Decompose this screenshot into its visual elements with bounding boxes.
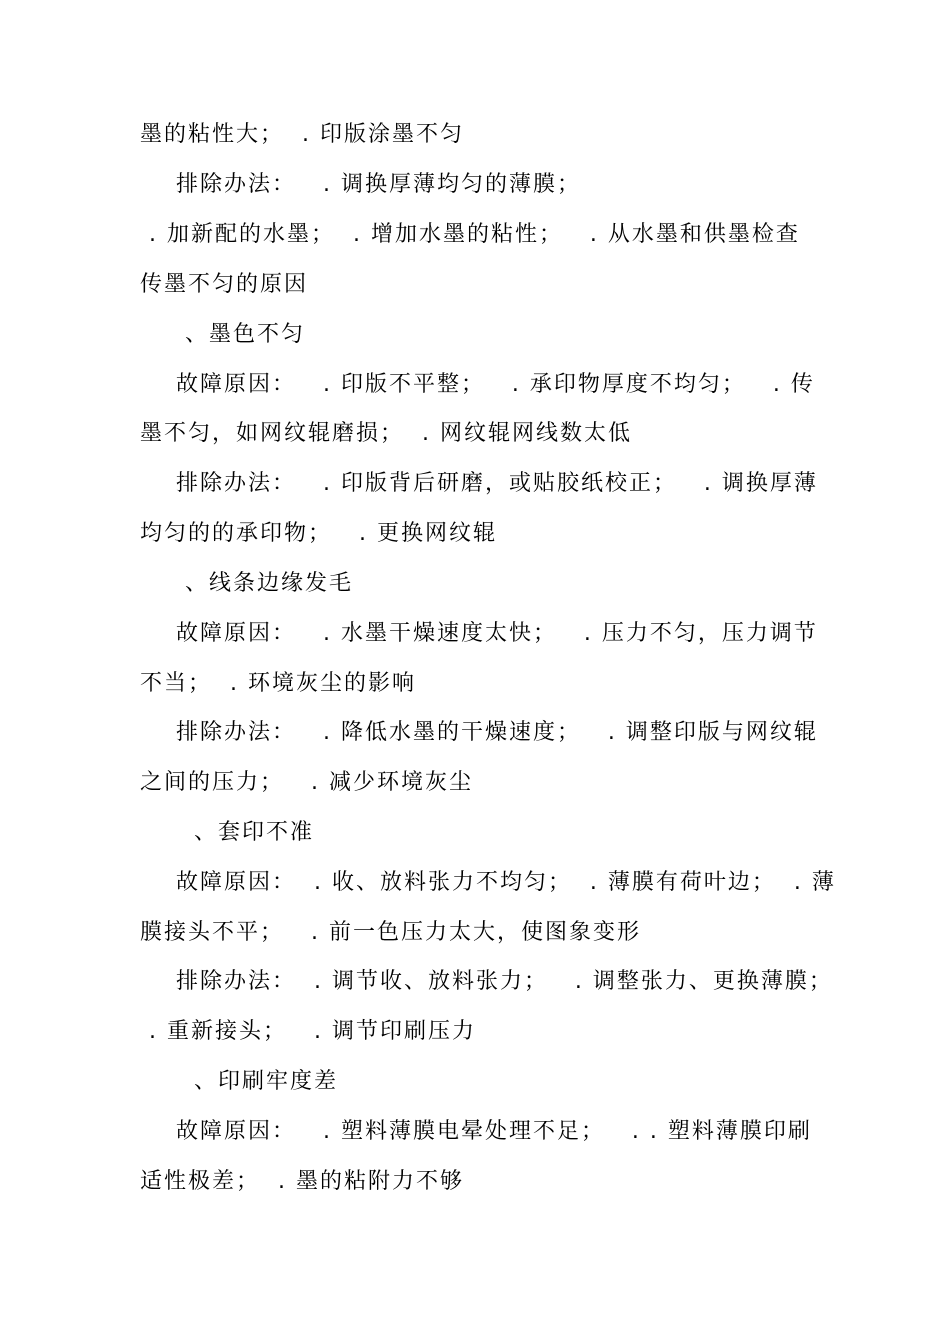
text-line: 故障原因： . 收、放料张力不均匀； . 薄膜有荷叶边； . 薄 [140,870,836,895]
text-line: 故障原因： . 塑料薄膜电晕处理不足； . . 塑料薄膜印刷 [140,1119,812,1144]
section-heading: 、套印不准 [140,820,314,845]
text-line: 之间的压力； . 减少环境灰尘 [140,770,473,795]
text-line: 故障原因： . 印版不平整； . 承印物厚度不均匀； . 传 [140,372,815,397]
text-line: 膜接头不平； . 前一色压力太大，使图象变形 [140,920,641,945]
text-line: 故障原因： . 水墨干燥速度太快； . 压力不匀，压力调节 [140,621,818,646]
section-heading: 、印刷牢度差 [140,1069,338,1094]
text-line: 排除办法： . 印版背后研磨，或贴胶纸校正； . 调换厚薄 [140,471,818,496]
section-heading: 、墨色不匀 [140,322,305,347]
text-line: 适性极差； . 墨的粘附力不够 [140,1169,464,1194]
text-line: . 重新接头； . 调节印刷压力 [140,1019,476,1044]
text-line: 不当； . 环境灰尘的影响 [140,671,416,696]
text-line: 均匀的的承印物； . 更换网纹辊 [140,521,497,546]
text-line: 墨不匀，如网纹辊磨损； . 网纹辊网线数太低 [140,421,632,446]
text-line: . 加新配的水墨； . 增加水墨的粘性； . 从水墨和供墨检查 [140,222,800,247]
text-line: 排除办法： . 调节收、放料张力； . 调整张力、更换薄膜； [140,969,833,994]
text-line: 排除办法： . 调换厚薄均匀的薄膜； [140,172,581,197]
text-line: 墨的粘性大； . 印版涂墨不匀 [140,122,464,147]
section-heading: 、线条边缘发毛 [140,571,353,596]
text-line: 传墨不匀的原因 [140,272,309,297]
text-line: 排除办法： . 降低水墨的干燥速度； . 调整印版与网纹辊 [140,720,818,745]
